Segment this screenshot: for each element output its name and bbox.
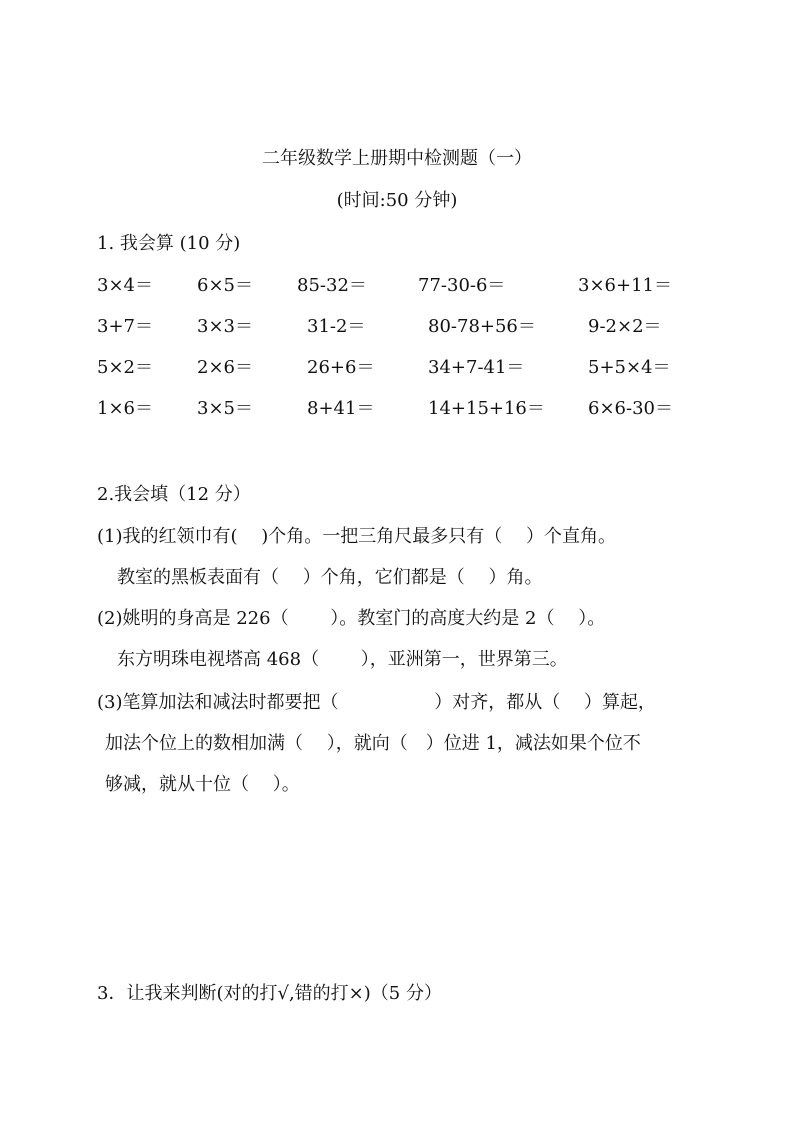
calc-problem: 3×5＝ <box>197 398 253 419</box>
calc-problem: 3×4＝ <box>97 275 153 296</box>
calc-problem: 8+41＝ <box>307 398 375 419</box>
fill-question-line: (3)笔算加法和减法时都要把（ ）对齐，都从（ ）算起， <box>97 692 656 713</box>
calc-problem: 77-30-6＝ <box>418 275 506 296</box>
calc-problem: 6×5＝ <box>197 275 253 296</box>
exam-title: 二年级数学上册期中检测题（一） <box>262 148 532 169</box>
exam-duration: (时间:50 分钟) <box>336 190 458 211</box>
fill-question-line: (2)姚明的身高是 226（ ）。教室门的高度大约是 2（ ）。 <box>97 608 606 629</box>
section-1-heading: 1. 我会算 (10 分) <box>97 233 241 254</box>
calc-problem: 80-78+56＝ <box>428 316 536 337</box>
section-3-heading: 3．让我来判断(对的打√,错的打×)（5 分） <box>97 983 442 1004</box>
fill-question-line: 东方明珠电视塔高 468（ ），亚洲第一，世界第三。 <box>117 649 568 670</box>
fill-question-line: 教室的黑板表面有（ ）个角，它们都是（ ）角。 <box>117 567 543 588</box>
calc-problem: 1×6＝ <box>97 398 153 419</box>
calc-problem: 26+6＝ <box>307 357 375 378</box>
calc-problem: 6×6-30＝ <box>588 398 673 419</box>
calc-problem: 5×2＝ <box>97 357 153 378</box>
calc-problem: 9-2×2＝ <box>588 316 662 337</box>
fill-question-line: 够减，就从十位（ ）。 <box>105 774 300 795</box>
calc-problem: 34+7-41＝ <box>428 357 525 378</box>
calc-problem: 3+7＝ <box>97 316 153 337</box>
fill-question-line: 加法个位上的数相加满（ ），就向（ ）位进 1，减法如果个位不 <box>105 733 641 754</box>
calc-problem: 31-2＝ <box>307 316 366 337</box>
calc-problem: 85-32＝ <box>297 275 367 296</box>
section-2-heading: 2.我会填（12 分） <box>97 484 251 505</box>
calc-problem: 3×6+11＝ <box>578 275 672 296</box>
calc-problem: 2×6＝ <box>197 357 253 378</box>
calc-problem: 3×3＝ <box>197 316 253 337</box>
fill-question-line: (1)我的红领巾有( )个角。一把三角尺最多只有（ ）个直角。 <box>97 526 616 547</box>
calc-problem: 5+5×4＝ <box>588 357 671 378</box>
calc-problem: 14+15+16＝ <box>428 398 545 419</box>
